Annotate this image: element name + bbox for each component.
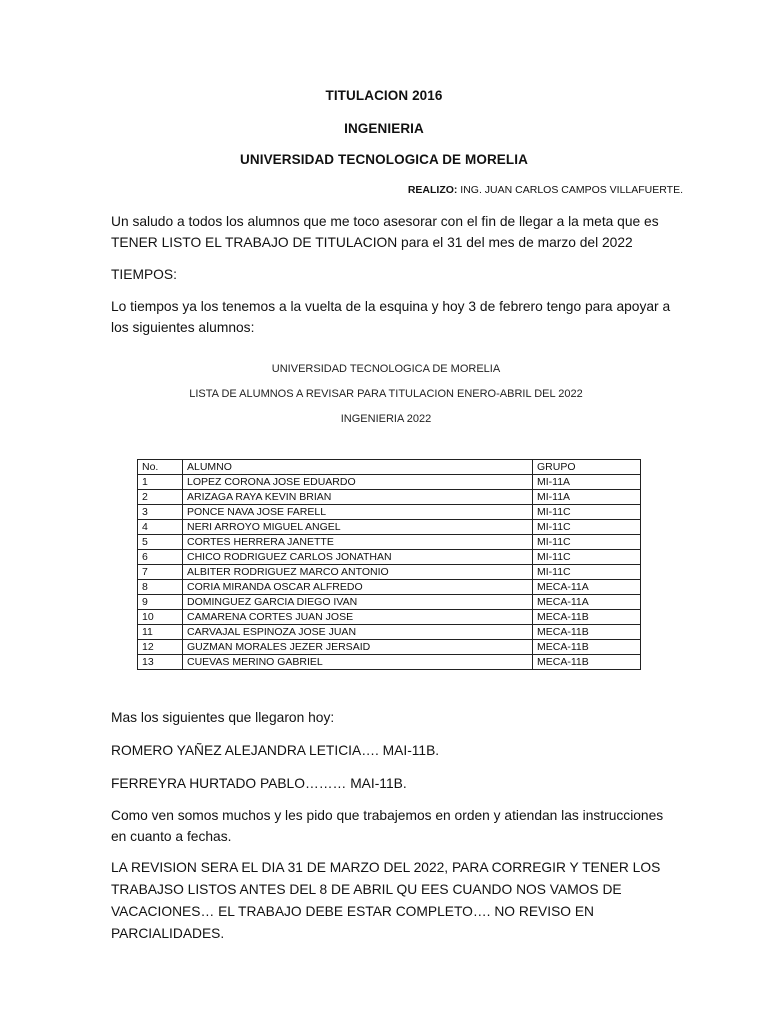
cell-student: PONCE NAVA JOSE FARELL — [183, 505, 533, 520]
cell-group: MI-11C — [533, 505, 641, 520]
additional-students-intro: Mas los siguientes que llegaron hoy: — [111, 710, 335, 725]
cell-student: CUEVAS MERINO GABRIEL — [183, 655, 533, 670]
table-row — [138, 640, 641, 655]
cell-number: 9 — [138, 595, 183, 610]
cell-group: MI-11A — [533, 475, 641, 490]
student-roster-table — [137, 459, 641, 670]
cell-group: MI-11A — [533, 490, 641, 505]
cell-group: MI-11C — [533, 535, 641, 550]
document-title: TITULACION 2016 — [325, 88, 443, 103]
header-group: GRUPO — [533, 460, 641, 475]
cell-group: MECA-11A — [533, 595, 641, 610]
table-row — [138, 565, 641, 580]
cell-group: MI-11C — [533, 520, 641, 535]
intro-paragraph: Un saludo a todos los alumnos que me toco asesorar con el fin de llegar a la meta que es TENER LISTO EL TRABAJO DE TITULACION para el 31 del mes de marzo del 2022 — [111, 214, 659, 250]
roster-year-title: INGENIERIA 2022 — [340, 413, 432, 425]
tiempos-heading: TIEMPOS: — [111, 267, 177, 282]
cell-student: CHICO RODRIGUEZ CARLOS JONATHAN — [183, 550, 533, 565]
table-row — [138, 610, 641, 625]
cell-group: MECA-11A — [533, 580, 641, 595]
cell-number: 1 — [138, 475, 183, 490]
table-row — [138, 475, 641, 490]
cell-number: 6 — [138, 550, 183, 565]
cell-group: MECA-11B — [533, 625, 641, 640]
instructions-paragraph: Como ven somos muchos y les pido que trabajemos en orden y atiendan las instrucciones en cuanto a fechas. — [111, 808, 664, 844]
cell-student: ARIZAGA RAYA KEVIN BRIAN — [183, 490, 533, 505]
table-row — [138, 490, 641, 505]
table-row — [138, 580, 641, 595]
additional-student-romero: ROMERO YAÑEZ ALEJANDRA LETICIA…. MAI-11B. — [111, 743, 440, 758]
author-line — [408, 184, 683, 196]
cell-group: MECA-11B — [533, 655, 641, 670]
tiempos-paragraph: Lo tiempos ya los tenemos a la vuelta de la esquina y hoy 3 de febrero tengo para apoyar a los siguientes alumnos: — [111, 299, 671, 335]
author-name: ING. JUAN CARLOS CAMPOS VILLAFUERTE. — [457, 184, 683, 196]
table-row — [138, 535, 641, 550]
cell-student: CORIA MIRANDA OSCAR ALFREDO — [183, 580, 533, 595]
table-row — [138, 550, 641, 565]
cell-group: MI-11C — [533, 565, 641, 580]
table-row — [138, 625, 641, 640]
cell-student: DOMINGUEZ GARCIA DIEGO IVAN — [183, 595, 533, 610]
header-number: No. — [138, 460, 183, 475]
cell-student: LOPEZ CORONA JOSE EDUARDO — [183, 475, 533, 490]
department-title: INGENIERIA — [344, 121, 424, 136]
cell-student: CORTES HERRERA JANETTE — [183, 535, 533, 550]
table-row — [138, 655, 641, 670]
author-label: REALIZO: — [407, 184, 458, 196]
cell-number: 10 — [138, 610, 183, 625]
table-row — [138, 520, 641, 535]
cell-group: MECA-11B — [533, 610, 641, 625]
header-student: ALUMNO — [183, 460, 533, 475]
additional-student-ferreyra: FERREYRA HURTADO PABLO……… MAI-11B. — [111, 776, 407, 791]
cell-number: 3 — [138, 505, 183, 520]
cell-student: CAMARENA CORTES JUAN JOSE — [183, 610, 533, 625]
cell-number: 13 — [138, 655, 183, 670]
cell-student: GUZMAN MORALES JEZER JERSAID — [183, 640, 533, 655]
cell-number: 12 — [138, 640, 183, 655]
roster-university-title: UNIVERSIDAD TECNOLOGICA DE MORELIA — [271, 363, 501, 375]
cell-student: CARVAJAL ESPINOZA JOSE JUAN — [183, 625, 533, 640]
cell-number: 4 — [138, 520, 183, 535]
cell-number: 5 — [138, 535, 183, 550]
revision-paragraph: LA REVISION SERA EL DIA 31 DE MARZO DEL 2022, PARA CORREGIR Y TENER LOS TRABAJSO LISTOS ANTES DEL 8 DE ABRIL QU EES CUANDO NOS VAMOS DE VACACIONES… EL TRABAJO DEBE ESTAR COMPLETO…. NO REVISO EN PARCIALIDADES. — [111, 860, 661, 941]
cell-student: ALBITER RODRIGUEZ MARCO ANTONIO — [183, 565, 533, 580]
table-header-row — [138, 460, 641, 475]
cell-number: 2 — [138, 490, 183, 505]
cell-number: 11 — [138, 625, 183, 640]
cell-student: NERI ARROYO MIGUEL ANGEL — [183, 520, 533, 535]
table-row — [138, 595, 641, 610]
cell-group: MI-11C — [533, 550, 641, 565]
cell-group: MECA-11B — [533, 640, 641, 655]
cell-number: 8 — [138, 580, 183, 595]
cell-number: 7 — [138, 565, 183, 580]
university-title: UNIVERSIDAD TECNOLOGICA DE MORELIA — [240, 152, 528, 167]
roster-list-title: LISTA DE ALUMNOS A REVISAR PARA TITULACION ENERO-ABRIL DEL 2022 — [189, 388, 583, 400]
table-row — [138, 505, 641, 520]
